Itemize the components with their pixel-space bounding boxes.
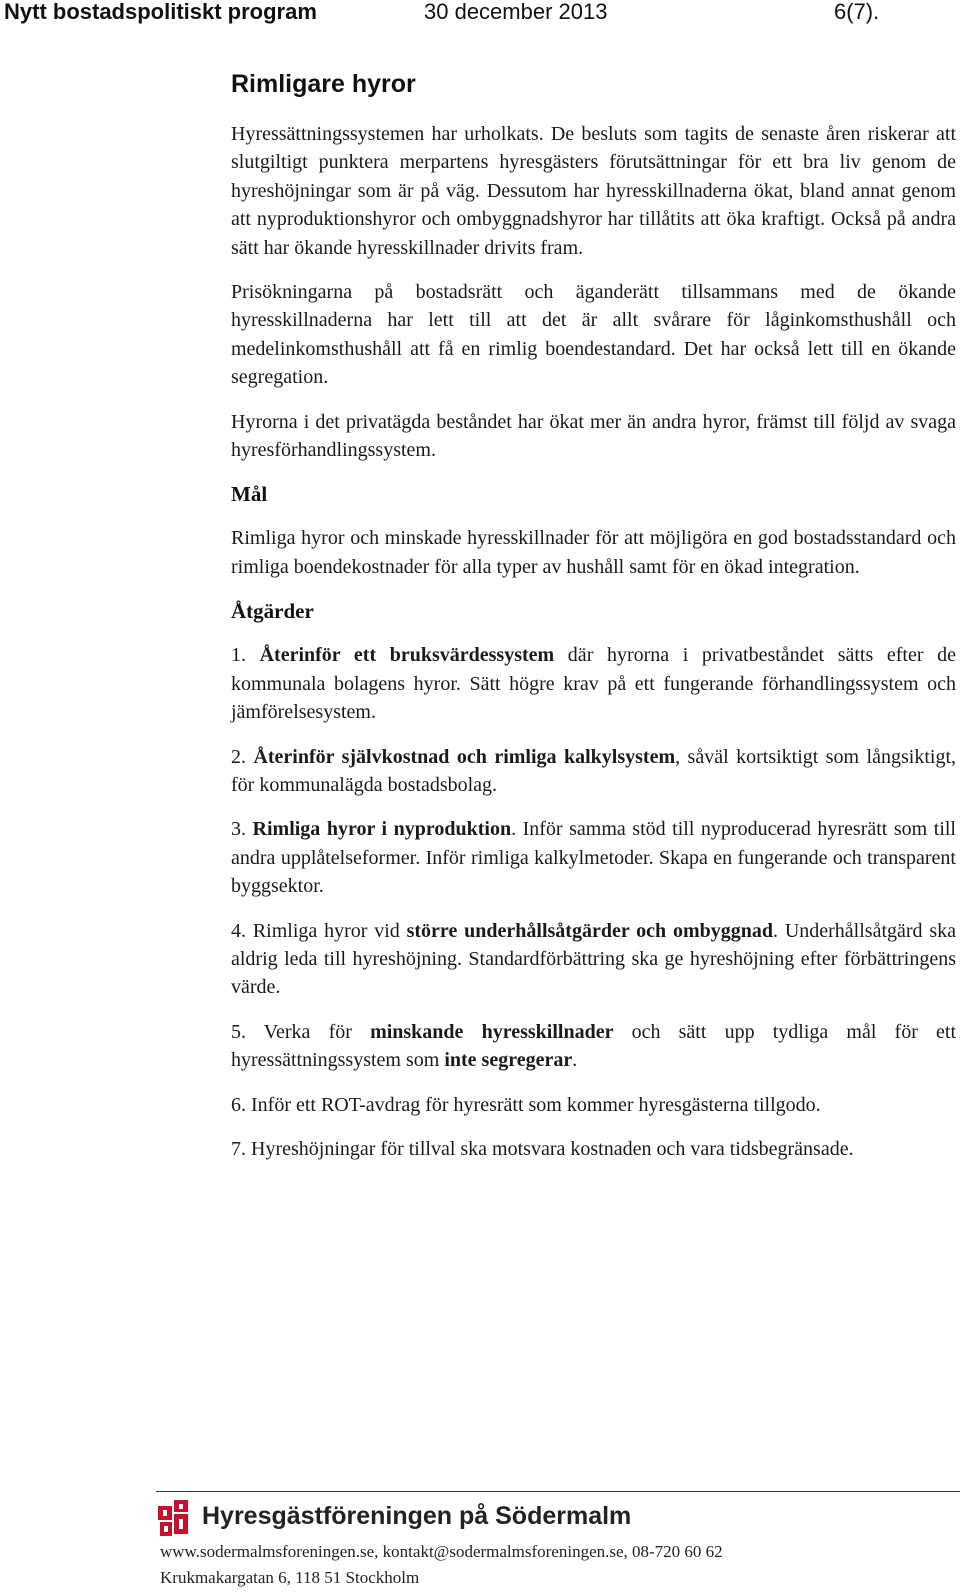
measure-number: 7. [231,1137,246,1160]
main-content [231,66,956,1179]
hyresgastforeningen-logo-icon [156,1498,192,1538]
measure-item [231,815,956,900]
goal-text: Rimliga hyror och minskade hyresskillnader för att möjligöra en god bostadsstandard och rimliga boendekostnader för alla typer av hushåll samt för en ökad integration. [231,527,956,578]
measure-bold: Återinför självkostnad och rimliga kalkylsystem [253,745,676,768]
measure-number: 2. [231,745,246,768]
measure-text: . [572,1049,578,1072]
organization-name: Hyresgästföreningen på Södermalm [202,1502,632,1530]
measure-number: 6. [231,1093,246,1116]
footer-divider [156,1491,960,1492]
measure-item [231,1091,956,1119]
measure-bold: större underhållsåtgärder och ombyggnad [406,919,773,942]
body-paragraph: Hyrorna i det privatägda beståndet har ökat mer än andra hyror, främst till följd av svaga hyresförhandlingssystem. [231,410,956,462]
measure-number: 1. [231,644,246,667]
measure-text: Rimliga hyror vid [252,919,407,942]
body-paragraph: Hyressättningssystemen har urholkats. De besluts som tagits de senaste åren riskerar att slutgiltigt punktera merpartens hyresgästers förutsättningar för ett bra liv genom de hyreshöjningar som är på väg. Dessutom har hyresskillnaderna ökat, bland annat genom att nyproduktionshyror och ombyggnadshyror har tillåtits att öka kraftigt. Också på andra sätt har ökande hyresskillnader drivits fram. [231,123,956,259]
goal-heading: Mål [231,482,268,507]
measure-bold: Rimliga hyror i nyproduktion [252,818,512,841]
measure-text: . Inför samma stöd till nyproducerad hyresrätt som till andra upplåtelseformer. Inför rimliga kalkylmetoder. Skapa en fungerande och transparent byggsektor. [231,818,956,898]
measures-heading: Åtgärder [231,599,314,624]
measure-bold: Återinför ett bruksvärdessystem [259,644,555,667]
page-header [0,0,960,28]
measure-item [231,917,956,1002]
measure-item [231,1135,956,1163]
page-number: 6(7). [834,0,880,24]
measure-bold: minskande hyresskillnader [370,1020,614,1043]
document-date: 30 december 2013 [424,0,608,24]
measure-number: 4. [231,919,246,942]
measure-number: 5. [231,1020,246,1043]
measure-text: Hyreshöjningar för tillval ska motsvara kostnaden och vara tidsbegränsade. [251,1137,854,1160]
measure-item [231,1018,956,1075]
footer-contact: www.sodermalmsforeningen.se, kontakt@sodermalmsforeningen.se, 08-720 60 62 [160,1542,723,1561]
measure-text: och sätt upp tydliga mål för ett hyressättningssystem som [231,1020,957,1072]
measure-text: Verka för [263,1020,371,1043]
footer-address: Krukmakargatan 6, 118 51 Stockholm [160,1568,420,1587]
section-title: Rimligare hyror [231,70,416,98]
measure-item [231,641,956,726]
measure-number: 3. [231,818,246,841]
measure-text: Inför ett ROT-avdrag för hyresrätt som kommer hyresgästerna tillgodo. [251,1093,821,1116]
body-paragraph: Prisökningarna på bostadsrätt och äganderätt tillsammans med de ökande hyresskillnaderna har lett till att det är allt svårare för låginkomsthushåll och medelinkomsthushåll att få en rimlig boendestandard. Det har också lett till en ökande segregation. [231,281,956,389]
measure-item [231,743,956,800]
measure-bold: inte segregerar [444,1049,573,1072]
measure-text: där hyrorna i privatbeståndet sätts efter de kommunala bolagens hyror. Sätt högre krav på ett fungerande förhandlingssystem och jämförelsesystem. [231,644,956,724]
measure-text: . Underhållsåtgärd ska aldrig leda till hyreshöjning. Standardförbättring ska ge hyreshöjning efter förbättringens värde. [231,919,957,999]
measure-text: , såväl kortsiktigt som långsiktigt, för kommunalägda bostadsbolag. [231,745,957,796]
document-title: Nytt bostadspolitiskt program [4,0,317,24]
